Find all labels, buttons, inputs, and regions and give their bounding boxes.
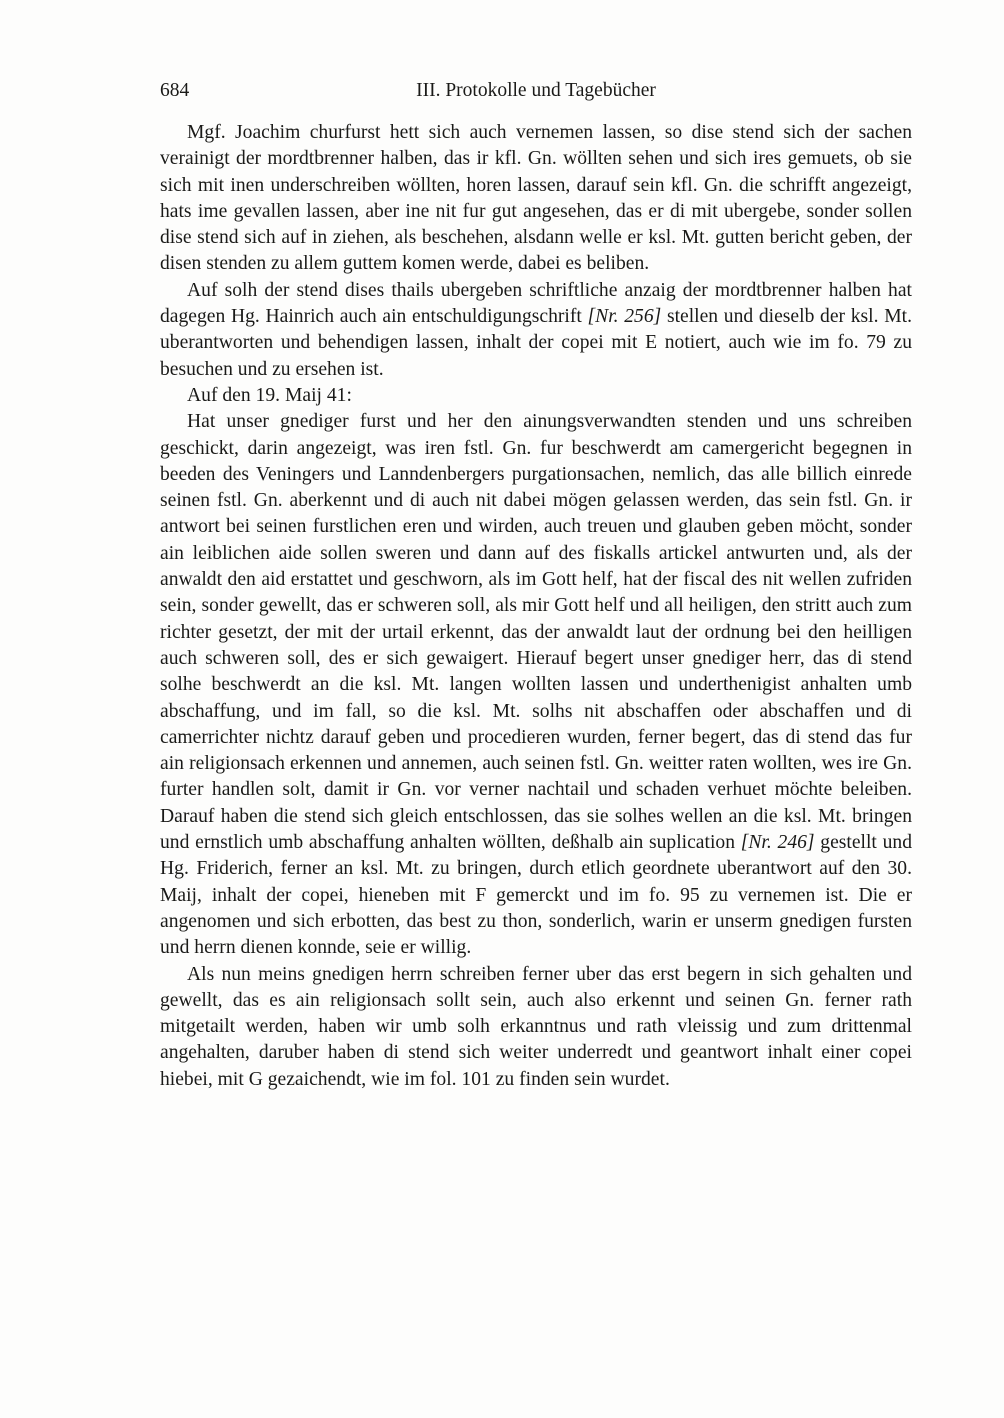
page-header-title: III. Protokolle und Tagebücher (416, 80, 656, 101)
paragraph (160, 409, 912, 961)
text-segment: stellen und dieselb der ksl. Mt. uberantworten und behendigen lassen, inhalt der copei mit E notiert, auch wie im fo. 79 zu besuchen und zu ersehen ist. (160, 306, 912, 380)
text-segment: gestellt und Hg. Friderich, ferner an ksl. Mt. zu bringen, durch etlich geordnete uberantwort auf den 30. Maij, inhalt der copei, hieneben mit F gemerckt und im fo. 95 zu vernemen ist. Die er angenomen und sich erbotten, das best zu thon, sonderlich, warin er unserm gnedigen fursten und herrn dienen konnde, seie er willig. (160, 832, 913, 959)
paragraph (160, 278, 912, 383)
paragraph (160, 383, 912, 409)
running-head (160, 80, 912, 106)
text-segment: Als nun meins gnedigen herrn schreiben ferner uber das erst begern in sich gehalten und gewellt, das es ain religionsach sollt sein, auch also erkennt und seinen Gn. ferner rath mitgetailt werden, haben wir umb solh erkanntnus und rath vleissig und zum drittenmal angehalten, daruber haben di stend sich weiter underredt und geantwort inhalt einer copei hiebei, mit G gezaichendt, wie im fol. 101 zu finden sein wurdet. (160, 963, 912, 1090)
paragraph (160, 962, 912, 1093)
body-text (160, 120, 912, 1093)
text-segment-italic: [Nr. 246] (740, 832, 815, 854)
text-segment: Hat unser gnediger furst und her den ainungsverwandten stenden und uns schreiben geschickt, darin angezeigt, was iren fstl. Gn. fur beschwerdt am camergericht begegnen in beeden des Veningers und Lanndenbergers purgationsachen, nemlich, das alle billich einrede seinen fstl. Gn. aberkennt und di auch nit dabei mögen gelassen werden, das sein fstl. Gn. ir antwort bei seinen furstlichen eren und wirden, auch treuen und glauben geben möcht, sonder ain leiblichen aide sollen sweren und dann auf des fiskalls artickel antwurten und, als der anwaldt den aid erstattet und geschworn, als im Gott helf, hat der fiscal des nit wellen zufriden sein, sonder gewellt, das er schweren soll, als mir Gott helf und all heiligen, den stritt auch zum richter gesetzt, der mit der urtail erkennt, das der anwaldt laut der ordnung bei den heilligen auch schweren soll, des er sich gewaigert. Hierauf begert unser gnediger herr, das di stend solhe beschwerdt an die ksl. Mt. langen wollten lassen und underthenigist anhalten umb abschaffung, und im fall, so die ksl. Mt. solhs nit abschaffen oder abschaffen und di camerrichter nichtz darauf geben und procedieren wurden, ferner begert, das di stend das fur ain religionsach erkennen und annemen, auch seinen fstl. Gn. weitter raten wollten, wes ire Gn. furter handlen solt, damit ir Gn. vor verner nachtail und schaden verhuet möchte beleiben. Darauf haben die stend sich gleich entschlossen, das sie solhes wellen an die ksl. Mt. bringen und ernstlich umb abschaffung anhalten wöllten, deßhalb ain suplication (160, 411, 912, 854)
paragraph (160, 120, 912, 278)
text-segment-italic: [Nr. 256] (587, 306, 662, 328)
text-segment: Auf solh der stend dises thails ubergeben schriftliche anzaig der mordtbrenner halben hat dagegen Hg. Hainrich auch ain entschuldigungschrift (160, 279, 912, 328)
text-segment: Mgf. Joachim churfurst hett sich auch vernemen lassen, so dise stend sich der sachen verainigt der mordtbrenner halben, das ir kfl. Gn. wöllten sehen und sich ires gemuets, ob sie sich mit inen underschreiben wöllten, horen lassen, darauf sein kfl. Gn. die schrifft angezeigt, hats ime gevallen lassen, aber ine nit fur gut angesehen, das er di mit ubergebe, sonder sollen dise stend sich auf in ziehen, als beschehen, alsdann welle er ksl. Mt. gutten bericht geben, der disen stenden zu allem guttem komen werde, dabei es beliben. (160, 122, 912, 275)
text-column (160, 80, 912, 1093)
text-segment: Auf den 19. Maij 41: (187, 384, 352, 406)
page-number: 684 (160, 80, 190, 101)
